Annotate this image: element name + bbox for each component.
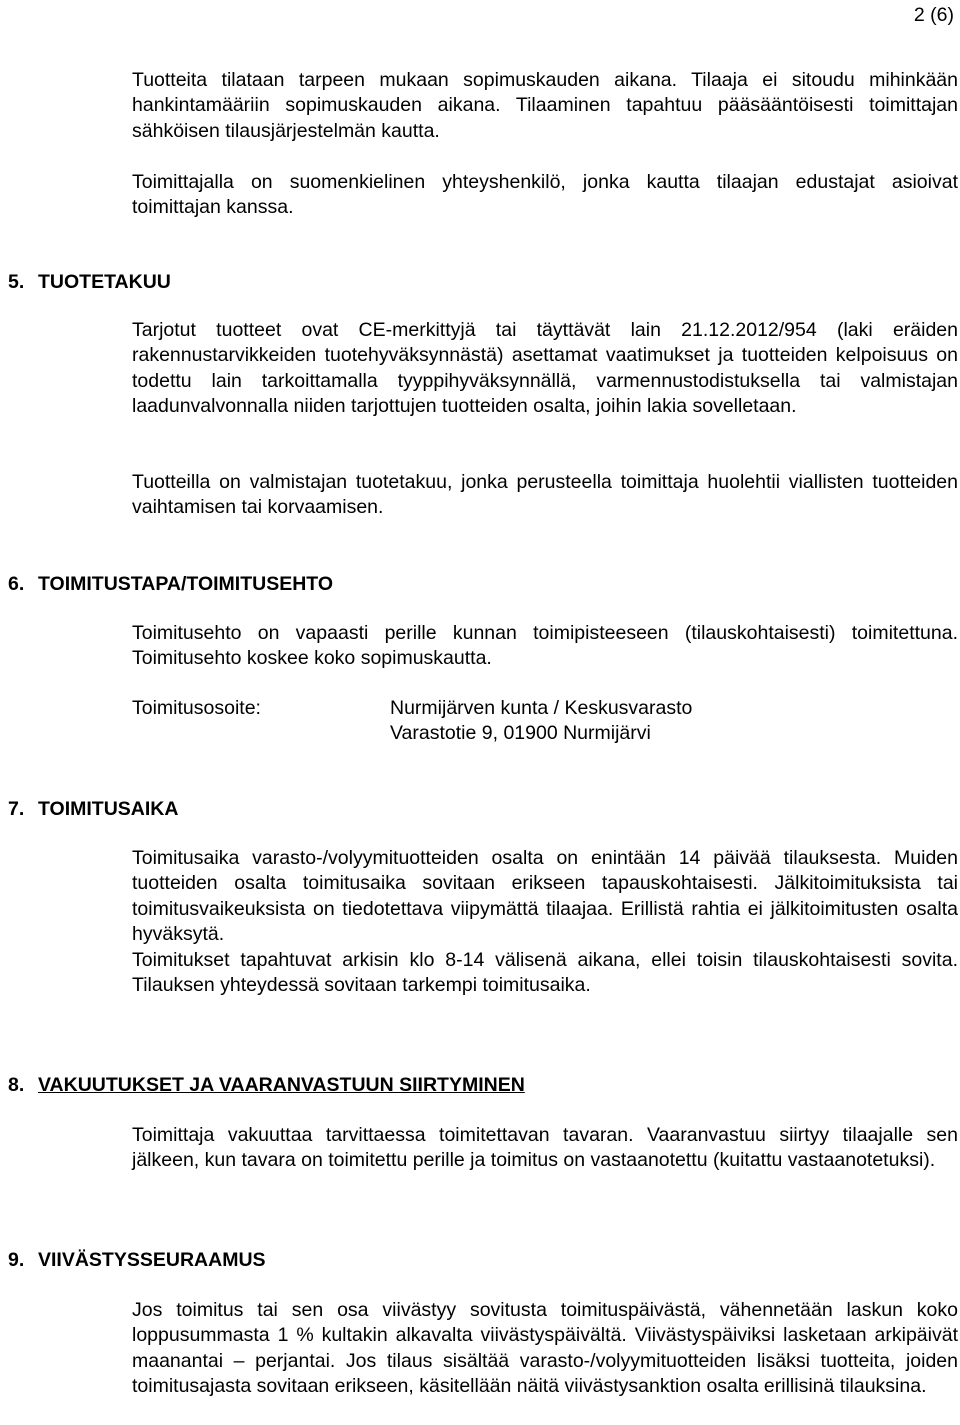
page-number: 2 (6) [913,4,954,26]
section-8-heading [8,1073,525,1098]
section-9-number: 9. [8,1249,25,1271]
section-5-title: TUOTETAKUU [38,271,171,293]
delivery-address-label: Toimitusosoite: [132,697,261,719]
section-9-title: VIIVÄSTYSSEURAAMUS [38,1249,266,1271]
section-8-number: 8. [8,1074,25,1096]
section-5-number: 5. [8,271,25,293]
section-9-heading [8,1248,266,1273]
section-5-paragraph-2: Tuotteilla on valmistajan tuotetakuu, jonka perusteella toimittaja huolehtii viallisten tuotteiden vaihtamisen tai korvaamisen. [132,471,958,519]
delivery-address-line-2: Varastotie 9, 01900 Nurmijärvi [390,722,651,744]
section-7-paragraph-1: Toimitusaika varasto-/volyymituotteiden osalta on enintään 14 päivää tilauksesta. Muiden tuotteiden osalta toimitusaika sovitaan erikseen tapauskohtaisesti. Jälkitoimituksista tai toimitusvaikeuksista on tiedotettava viipymättä tilaajaa. Erillistä rahtia ei jälkitoimitusten osalta hyväksytä. [132,847,958,945]
delivery-address-line-1: Nurmijärven kunta / Keskusvarasto [390,697,693,719]
section-6-paragraph-1: Toimitusehto on vapaasti perille kunnan toimipisteeseen (tilauskohtaisesti) toimitettuna. Toimitusehto koskee koko sopimuskautta. [132,622,958,670]
section-9-paragraph-1: Jos toimitus tai sen osa viivästyy sovitusta toimituspäivästä, vähennetään laskun koko loppusummasta 1 % kultakin alkavalta viivästyspäivältä. Viivästyspäiviksi lasketaan arkipäivät maanantai – perjantai. Jos tilaus sisältää varasto-/volyymituotteiden lisäksi tuotteita, joiden toimitusajasta sovitaan erikseen, käsitellään näitä viivästysanktion osalta erillisinä tilauksina. [132,1299,958,1397]
section-6-title: TOIMITUSTAPA/TOIMITUSEHTO [38,573,334,595]
section-5-heading [8,270,171,295]
section-8-title: VAKUUTUKSET JA VAARANVASTUUN SIIRTYMINEN [38,1074,525,1096]
section-5-paragraph-1: Tarjotut tuotteet ovat CE-merkittyjä tai täyttävät lain 21.12.2012/954 (laki eräiden rakennustarvikkeiden tuotehyväksynnästä) asettamat vaatimukset ja tuotteiden kelpoisuus on todettu lain tarkoittamalla tyyppihyväksynnällä, varmennustodistuksella tai valmistajan laadunvalvonnalla niiden tarjottujen tuotteiden osalta, joihin lakia sovelletaan. [132,319,958,417]
section-7-number: 7. [8,798,25,820]
section-6-number: 6. [8,573,25,595]
section-7-title: TOIMITUSAIKA [38,798,179,820]
intro-paragraph-1: Tuotteita tilataan tarpeen mukaan sopimuskauden aikana. Tilaaja ei sitoudu mihinkään hankintamääriin sopimuskauden aikana. Tilaaminen tapahtuu pääsääntöisesti toimittajan sähköisen tilausjärjestelmän kautta. [132,69,958,142]
intro-paragraph-2: Toimittajalla on suomenkielinen yhteyshenkilö, jonka kautta tilaajan edustajat asioivat toimittajan kanssa. [132,171,958,219]
section-7-heading [8,797,178,822]
section-6-heading [8,572,333,597]
section-7-paragraph-2: Toimitukset tapahtuvat arkisin klo 8-14 välisenä aikana, ellei toisin tilauskohtaisesti sovita. Tilauksen yhteydessä sovitaan tarkempi toimitusaika. [132,949,958,997]
section-8-paragraph-1: Toimittaja vakuuttaa tarvittaessa toimitettavan tavaran. Vaaranvastuu siirtyy tilaajalle sen jälkeen, kun tavara on toimitettu perille ja toimitus on vastaanotettu (kuitattu vastaanotetuksi). [132,1124,958,1172]
